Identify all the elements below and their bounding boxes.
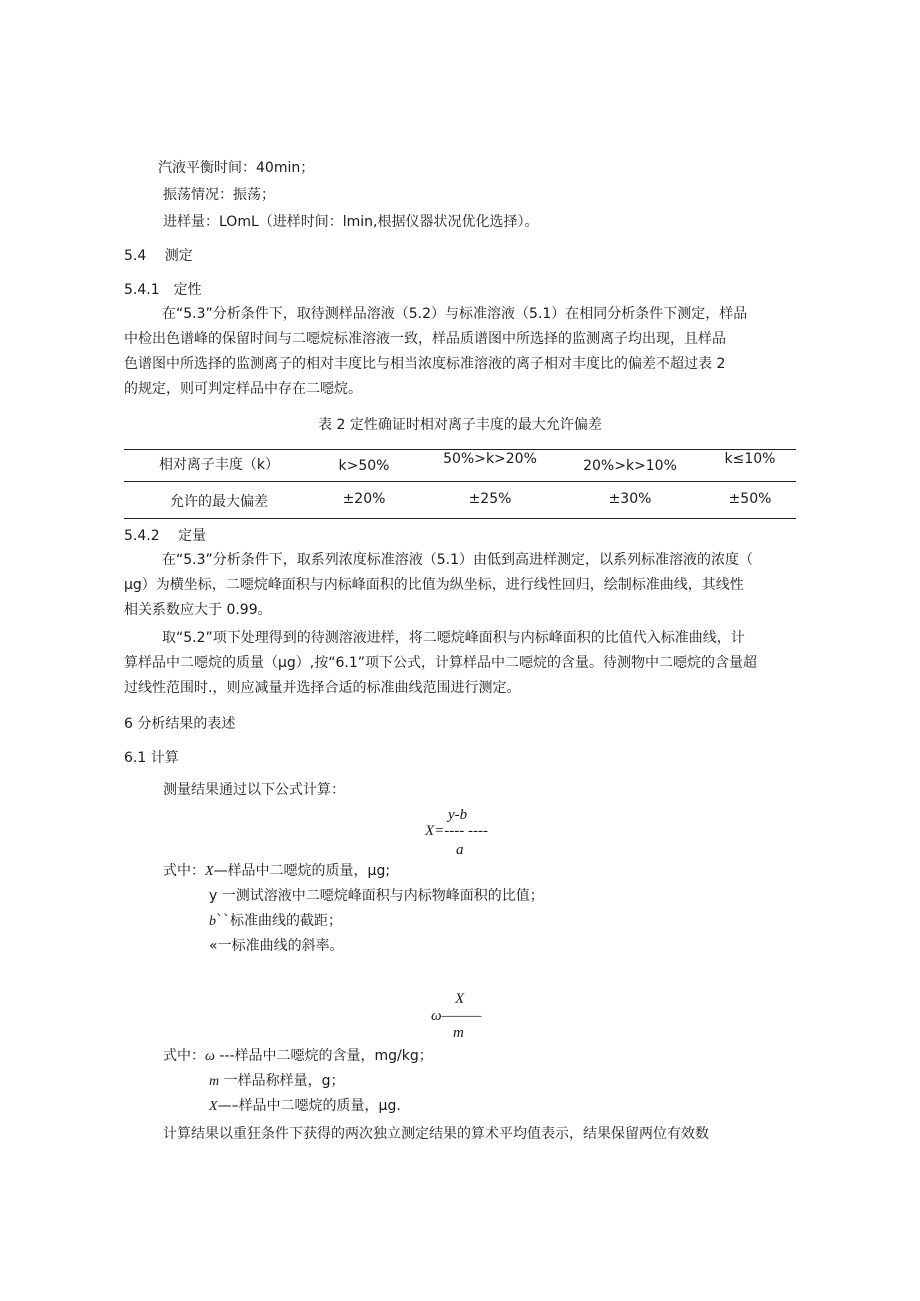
- where-label: 式中：: [163, 863, 205, 879]
- para3-line: 过线性范围时.，则应减量并选择合适的标准曲线范围进行测定。: [124, 680, 521, 696]
- where-label: 式中：: [163, 1048, 205, 1064]
- table-row-cell: 允许的最大偏差: [170, 494, 268, 510]
- table-header-cell: 50%>k>20%: [443, 451, 537, 467]
- where-1-y: y 一测试溶液中二噁烷峰面积与内标物峰面积的比值；: [209, 888, 544, 904]
- symbol-b: b: [209, 914, 216, 929]
- para1-line: 色谱图中所选择的监测离子的相对丰度比与相当浓度标准溶液的离子相对丰度比的偏差不超过表 2: [124, 356, 726, 372]
- formula-1-numerator: y-b: [448, 807, 468, 823]
- para3-line: 取“5.2”项下处理得到的待测溶液进样，将二噁烷峰面积与内标峰面积的比值代入标准曲线，计: [162, 630, 745, 646]
- where-1-x: [163, 861, 390, 882]
- table-header-cell: 20%>k>10%: [583, 458, 677, 474]
- calculation-paragraph: [124, 626, 796, 701]
- symbol-x: X: [209, 1099, 218, 1114]
- section-6-1-heading: 6.1 计算: [124, 750, 179, 766]
- section-5-4-1-heading: 5.4.1 定性: [124, 282, 202, 298]
- symbol-m: m: [209, 1074, 220, 1089]
- para2-line: μg）为横坐标，二噁烷峰面积与内标峰面积的比值为纵坐标，进行线性回归，绘制标准曲线，其线性: [124, 577, 744, 593]
- injection-volume-line: 进样量：LOmL（进样时间：lmin,根据仪器状况优化选择）。: [163, 214, 539, 230]
- formula-1-denominator: a: [456, 842, 464, 858]
- para1-line: 在“5.3”分析条件下，取待测样品溶液（5.2）与标准溶液（5.1）在相同分析条件下测定，样品: [162, 306, 748, 322]
- table-row-cell: ±50%: [728, 491, 772, 507]
- table-row-cell: ±25%: [468, 491, 512, 507]
- table-title: 表 2 定性确证时相对离子丰度的最大允许偏差: [318, 417, 602, 433]
- section-5-4-2-heading: 5.4.2 定量: [124, 528, 207, 544]
- quantitative-paragraph: [124, 548, 796, 623]
- para1-line: 的规定，则可判定样品中存在二噁烷。: [124, 381, 362, 397]
- where-1-b: [209, 911, 342, 932]
- para1-line: 中检出色谱峰的保留时间与二噁烷标准溶液一致，样品质谱图中所选择的监测离子均出现，且样品: [124, 331, 726, 347]
- where-2-w: [163, 1046, 433, 1067]
- where-1-x-text: —样品中二噁烷的质量，μg;: [213, 863, 391, 879]
- section-6-heading: 6 分析结果的表述: [124, 716, 236, 732]
- section-5-4-heading: 5.4 测定: [124, 248, 193, 264]
- formula-2-denominator: m: [453, 1025, 464, 1041]
- formula-1-main: X=---- ----: [425, 823, 488, 839]
- where-2-x-text: —–样品中二噁烷的质量，μg.: [217, 1098, 401, 1114]
- table-header-cell: k≤10%: [724, 451, 776, 467]
- result-expression-line: 计算结果以重狂条件下获得的两次独立测定结果的算术平均值表示，结果保留两位有效数: [163, 1126, 709, 1142]
- table-top-rule: [124, 449, 796, 450]
- table-row-cell: ±30%: [608, 491, 652, 507]
- where-1-a: «一标准曲线的斜率。: [209, 938, 344, 954]
- where-2-m-text: 一样品称样量，g；: [219, 1073, 345, 1089]
- table-mid-rule: [124, 481, 796, 482]
- calc-intro: 测量结果通过以下公式计算：: [163, 782, 345, 798]
- para3-line: 算样品中二噁烷的质量（μg）,按“6.1”项下公式，计算样品中二噁烷的含量。待测物中二噁烷的含量超: [124, 655, 758, 671]
- where-1-b-text: ``标准曲线的截距；: [216, 913, 342, 929]
- symbol-omega: ω: [205, 1049, 215, 1064]
- formula-2-numerator: X: [455, 991, 465, 1007]
- where-2-x: [209, 1096, 401, 1117]
- oscillation-line: 振荡情况：振荡；: [163, 187, 275, 203]
- table-header-cell: k>50%: [338, 458, 390, 474]
- where-2-m: [209, 1071, 344, 1092]
- table-row-cell: ±20%: [342, 491, 386, 507]
- table-bottom-rule: [124, 518, 796, 519]
- equilibrium-time-line: 汽液平衡时间：40min；: [158, 160, 315, 176]
- symbol-x: X: [205, 864, 214, 879]
- qualitative-paragraph: [124, 302, 796, 402]
- table-header-cell: 相对离子丰度（k）: [158, 457, 280, 473]
- where-2-w-text: ---样品中二噁烷的含量，mg/kg；: [214, 1048, 433, 1064]
- para2-line: 在“5.3”分析条件下，取系列浓度标准溶液（5.1）由低到高进样测定，以系列标准溶液的浓度（: [162, 552, 754, 568]
- formula-2-main: ω———: [431, 1008, 482, 1024]
- para2-line: 相关系数应大于 0.99。: [124, 602, 272, 618]
